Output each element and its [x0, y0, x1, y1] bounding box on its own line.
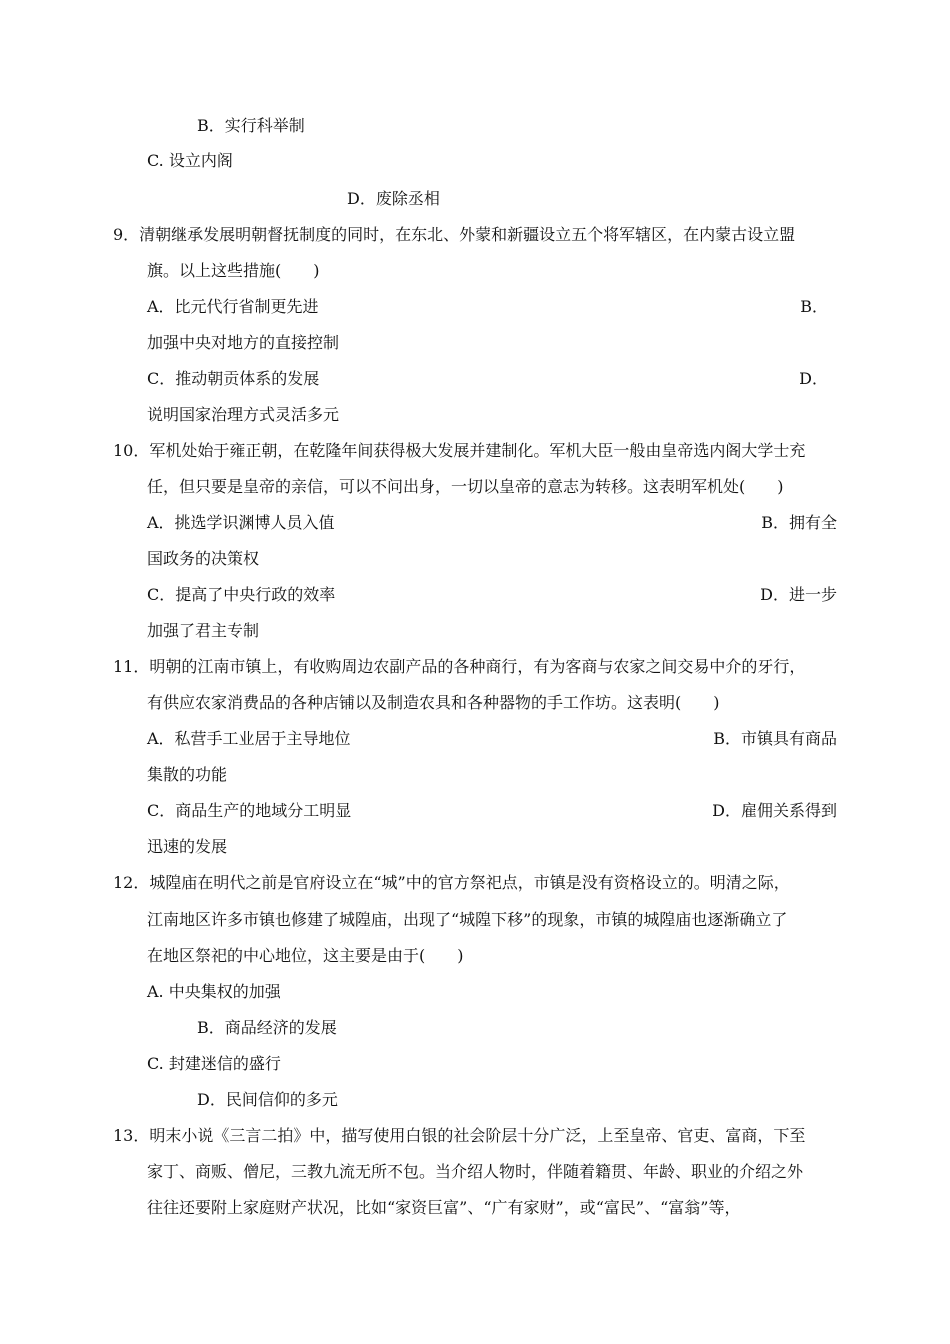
q10-option-d-tail: 加强了君主专制 — [147, 621, 260, 640]
q11-option-b-head: B．市镇具有商品 — [713, 729, 837, 748]
q11-option-d-head: D．雇佣关系得到 — [712, 801, 837, 820]
q12-stem-line1: 12．城隍庙在明代之前是官府设立在“城”中的官方祭祀点，市镇是没有资格设立的。明清之际， — [113, 873, 790, 892]
q10-option-d-head: D．进一步 — [760, 585, 837, 604]
q9-stem-line2: 旗。以上这些措施( ) — [147, 261, 320, 280]
q8-option-d: D．废除丞相 — [347, 189, 440, 208]
q10-stem-line1: 10．军机处始于雍正朝，在乾隆年间获得极大发展并建制化。军机大臣一般由皇帝选内阁大学士充 — [113, 441, 806, 460]
q10-option-a: A．挑选学识渊博人员入值 — [147, 513, 335, 532]
q12-option-c: C. 封建迷信的盛行 — [147, 1054, 281, 1073]
q10-option-b-head: B．拥有全 — [761, 513, 837, 532]
q11-option-b-tail: 集散的功能 — [147, 765, 228, 784]
q11-option-d-tail: 迅速的发展 — [147, 837, 228, 856]
q12-stem-line3: 在地区祭祀的中心地位，这主要是由于( ) — [147, 946, 464, 965]
q9-option-d-tail: 说明国家治理方式灵活多元 — [147, 405, 340, 424]
q12-option-d: D．民间信仰的多元 — [197, 1090, 338, 1109]
q12-option-b: B．商品经济的发展 — [197, 1018, 337, 1037]
q9-option-a: A．比元代行省制更先进 — [147, 297, 319, 316]
q11-stem-line1: 11．明朝的江南市镇上，有收购周边农副产品的各种商行，有为客商与农家之间交易中介的牙行， — [113, 657, 806, 676]
q11-option-a: A．私营手工业居于主导地位 — [147, 729, 351, 748]
q10-option-c: C．提高了中央行政的效率 — [147, 585, 336, 604]
q10-stem-line2: 任，但只要是皇帝的亲信，可以不问出身，一切以皇帝的意志为转移。这表明军机处( ) — [147, 477, 784, 496]
q9-option-b-tail: 加强中央对地方的直接控制 — [147, 333, 340, 352]
q9-option-d-head: D． — [799, 369, 828, 388]
q13-stem-line3: 往往还要附上家庭财产状况，比如“家资巨富”、“广有家财”，或“富民”、“富翁”等， — [147, 1198, 741, 1217]
q9-option-b-head: B． — [800, 297, 828, 316]
q12-option-a: A. 中央集权的加强 — [147, 982, 281, 1001]
q8-option-b: B．实行科举制 — [197, 116, 305, 135]
q9-option-c: C．推动朝贡体系的发展 — [147, 369, 320, 388]
q13-stem-line2: 家丁、商贩、僧尼，三教九流无所不包。当介绍人物时，伴随着籍贯、年龄、职业的介绍之外 — [147, 1162, 804, 1181]
q9-stem-line1: 9．清朝继承发展明朝督抚制度的同时，在东北、外蒙和新疆设立五个将军辖区，在内蒙古设立盟 — [113, 225, 796, 244]
q12-stem-line2: 江南地区许多市镇也修建了城隍庙，出现了“城隍下移”的现象，市镇的城隍庙也逐渐确立了 — [147, 910, 788, 929]
q10-option-b-tail: 国政务的决策权 — [147, 549, 260, 568]
q11-option-c: C．商品生产的地域分工明显 — [147, 801, 352, 820]
q13-stem-line1: 13．明末小说《三言二拍》中，描写使用白银的社会阶层十分广泛，上至皇帝、官吏、富商，下至 — [113, 1126, 806, 1145]
q8-option-c: C. 设立内阁 — [147, 151, 233, 170]
q11-stem-line2: 有供应农家消费品的各种店铺以及制造农具和各种器物的手工作坊。这表明( ) — [147, 693, 720, 712]
